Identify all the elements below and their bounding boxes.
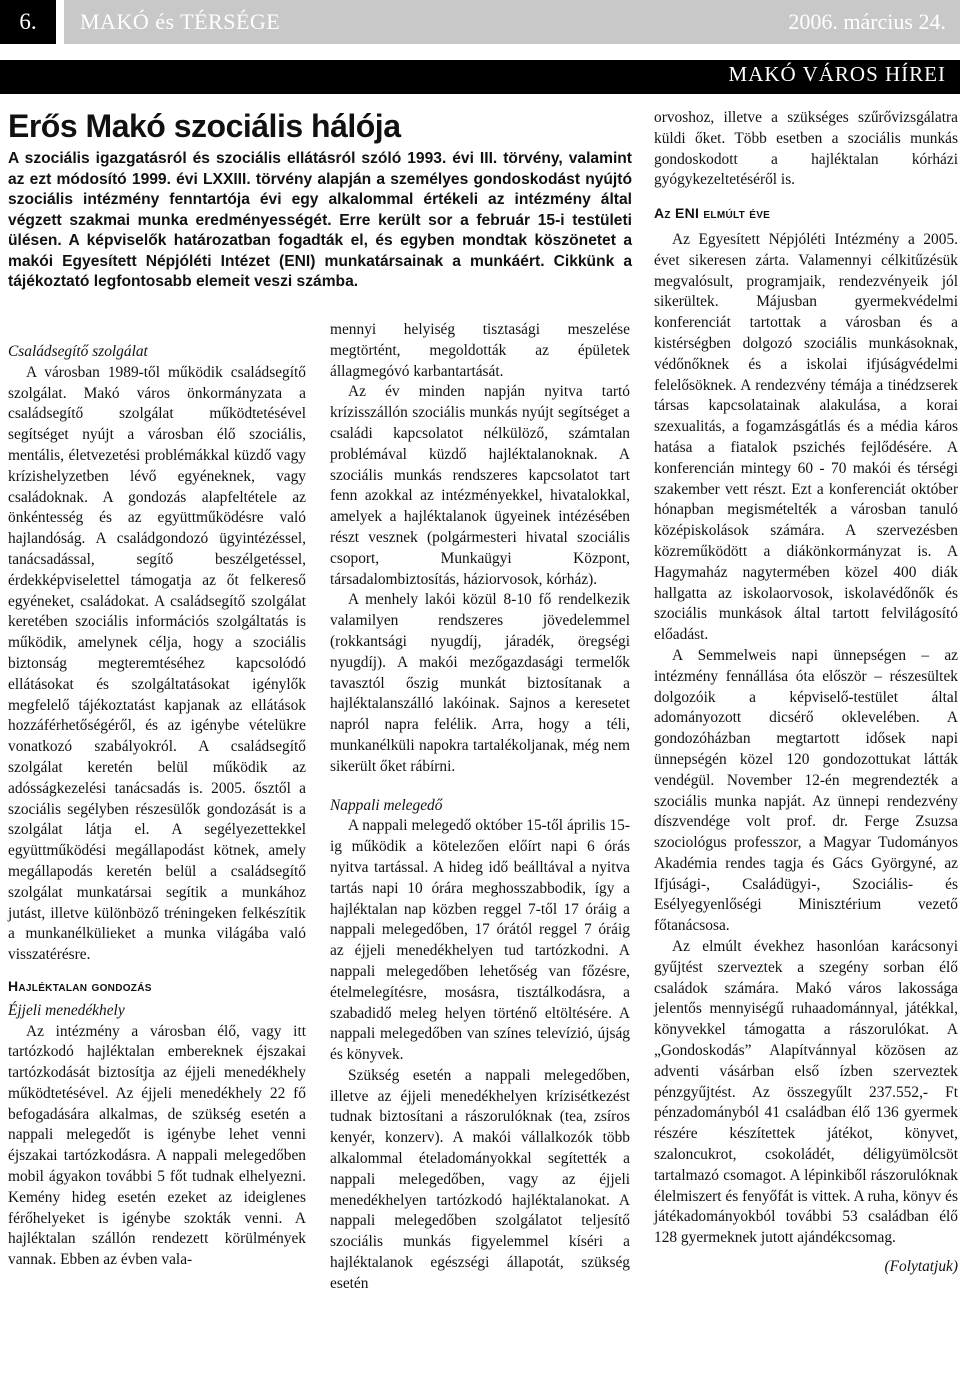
paragraph: Az intézmény a városban élő, vagy itt tartózkodó hajléktalan embereknek éjszakai tartózkodását biztosítja az éjjeli menedékhely működtetésével. Az éjjeli menedékhely 22 fő befogadására alkalmas, de szükség esetén a nappali melegedőt is igénybe lehet venni éjszakai tartózkodásra. A nappali melegedőben mobil ágyakon további 5 főt tudnak elhelyezni. Kemény hideg esetén ezeket az ideiglenes férőhelyeket is igénybe szokták venni. A hajléktalan szállón rendezett körülmények vannak. Ebben az évben vala- <box>8 1022 306 1269</box>
paragraph: mennyi helyiség tisztasági meszelése megtörtént, megoldották az épületek állagmegóvó karbantartását. <box>330 321 630 380</box>
subheading-night-shelter: Éjjeli menedékhely <box>8 1001 125 1019</box>
section-heading-eni-year: Az ENI elmúlt éve <box>654 205 771 222</box>
article-lead: A szociális igazgatásról és szociális ellátásról szóló 1993. évi III. törvény, valamint az ezt módosító 1999. évi LXXIII. törvény alapján a személyes gondoskodást nyújtó szociális intézmény fenntartója évi egy alkalommal értékeli az intézmény által végzett szakmai munka eredményességét. Erre került sor a február 15-i testületi ülésen. A képviselők határozatban fogadták el, és egyben mondtak köszönetet a makói Egyesített Népjóléti Intézet (ENI) munkatársainak a munkáért. Cikkünk a tájékoztató legfontosabb elemeit veszi számba. <box>8 150 632 290</box>
paragraph: orvoshoz, illetve a szükséges szűrővizsgálatra küldi őket. Több esetben a szociális munkás gondoskodott a hajléktalan kórházi gyógykezeltetéséről is. <box>654 109 958 189</box>
paragraph: A menhely lakói közül 8-10 fő rendelkezik valamilyen rendszeres jövedelemmel (rokkantsági nyugdíj, járadék, öregségi nyugdíj). A makói mezőgazdasági termelők tavasztól őszig munkát biztosítanak a hajléktalanszálló lakóinak. Sajnos a keresetet napról napra felélik. Arra, hogy a téli, munkanélküli napokra tartalékoljanak, még nem sikerült őket rábírni. <box>330 591 630 775</box>
paragraph: A városban 1989-től működik családsegítő szolgálat. Makó város önkormányzata a családsegítő szolgálat működtetésével segítséget nyújt a városban élő szociális, mentális, életvezetési problémákkal küzdő vagy krízishelyzetben lévő egyéneknek, vagy családoknak. A gondozás alapfeltétele az önkéntesség és az együttműködésre való hajlandóság. A családgondozó ügyintézéssel, tanácsadással, segítő beszélgetéssel, érdekképviselettel támogatja az őt felkereső egyéneket, családokat. A családsegítő szolgálat keretében szociális információs szolgáltatás is működik, amelynek célja, hogy a szociális biztonság megteremtéséhez kapcsolódó ellátásokat és szolgáltatásokat igénylők megfelelő tájékoztatást kapjanak az ellátások hozzáférhetőségéről, és az igénybe vételükre vonatkozó szabályokról. A családsegítő szolgálat keretén belül működik az adósságkezelési tanácsadás is. 2005. ősztől a szociális segélyben részesülők gondozását is a szolgálat látja el. A segélyezettekkel együttműködési megállapodást kötnek, amely megállapodás keretén belül a családsegítő szolgálat munkatársai segítik a munkához jutást, illetve különböző tréningeken felkészítik a munkanélkülieket a munka világába való visszatérésre. <box>8 363 306 964</box>
publication-name: MAKÓ és TÉRSÉGE <box>80 9 281 34</box>
subheading-day-shelter: Nappali melegedő <box>330 796 443 814</box>
column-2 <box>330 320 630 1295</box>
article-title: Erős Makó szociális hálója <box>8 108 401 144</box>
column-3 <box>654 108 958 1278</box>
page-header <box>0 0 960 44</box>
to-be-continued: (Folytatjuk) <box>884 1258 958 1276</box>
subheading-family-support: Családsegítő szolgálat <box>8 343 148 360</box>
header-bar <box>64 0 960 44</box>
paragraph: Az év minden napján nyitva tartó krízisszállón szociális munkás nyújt segítséget a családi kapcsolatot nélkülöző, számtalan problémával küzdő hajléktalanoknak. A szociális munkás rendszeres kapcsolatot tart fenn azokkal az intézményekkel, hivatalokkal, amelyek a hajléktalanok ügyeinek intézésében részt vesznek (polgármesteri hivatal szociális csoport, Munkaügyi Központ, társadalombiztosítás, háziorvosok, kórház). <box>330 383 630 588</box>
paragraph: A Semmelweis napi ünnepségen – az intézmény fennállása óta először – részesültek dolgozóik a képviselő-testület által adományozott dicsérő oklevelében. A gondozóházban megtartott idősek napi ünnepségén közel 120 gondozottukat látták vendégül. November 12-én megrendezték a szociális munka napját. Az ünnepi rendezvény díszvendége volt prof. dr. Ferge Zsuzsa szociológus professzor, a Magyar Tudományos Akadémia rendes tagja és Gács Györgyné, az Ifjúsági-, Családügyi-, Szociális- és Esélyegyenlőségi Minisztérium vezető főtanácsosa. <box>654 646 958 935</box>
section-title: MAKÓ VÁROS HÍREI <box>728 62 946 86</box>
page-number: 6. <box>0 0 56 44</box>
paragraph: A nappali melegedő október 15-től április 15-ig működik a kötelezően előírt napi 6 órás nyitva tartással. A hideg idő beálltával a nyitva tartás napi 10 órára meghosszabbodik, így a hajléktalan nap közben reggel 7-től 17 óráig a nappali melegedőben, 17 órától reggel 7 óráig az éjjeli menedékhelyen tud tartózkodni. A nappali melegedőben lehetőség van főzésre, ételmelegítésre, mosásra, tisztálkodásra, a szabadidő meleg helyen történő eltöltésére. A nappali melegedőben van színes televízió, újság és könyvek. <box>330 817 630 1064</box>
paragraph: Az Egyesített Népjóléti Intézmény a 2005. évet sikeresen zárta. Valamennyi célkitűzésük megvalósult, programjaik, rendezvényeik jól sikerültek. Májusban gyermekvédelmi konferenciát tartottak a városban és a kistérségben dolgozó szociális munkásoknak, védőnőknek és a iskolai ifjúságvédelmi felelősöknek. A rendezvény témája a tinédzserek társas kapcsolatainak alakulása, a korai szexualitás, a fogamzásgátlás és a média káros hatása a fiatalok pszichés fejlődésére. A konferencián mintegy 60 - 70 makói és térségi szakember vett részt. Ezt a konferenciát október hónapban megismételték a városban tanuló középiskolások számára. A szervezésben közreműködött a diákönkormányzat is. A Hagymaház nagytermében közel 400 diák hallgatta az iskolaorvosok, iskolavédőnők és szociális munkások által tartott felvilágosító előadást. <box>654 230 958 644</box>
paragraph: Az elmúlt évekhez hasonlóan karácsonyi gyűjtést szerveztek a szegény sorban élő családok számára. Makó város lakossága jelentős mennyiségű ruhaadománnyal, játékkal, könyvekkel támogatta a rászorulókat. A „Gondoskodás” Alapítvánnyal közösen az adventi vásárban első ízben szerveztek pénzgyűjtést. Az összegyűlt 237.552,- Ft pénzadományból 41 családban élő 136 gyermek részére készítettek játékot, könyvet, szaloncukrot, csokoládét, déligyümölcsöt tartalmazó csomagot. A lépinkiből rászorulóknak élelmiszert és fenyőfát is vittek. A ruha, könyv és játékadományokból további 53 családban élő 128 gyermeknek jutott ajándékcsomag. <box>654 938 958 1247</box>
section-heading-homeless-care: Hajléktalan gondozás <box>8 977 152 994</box>
paragraph: Szükség esetén a nappali melegedőben, illetve az éjjeli menedékhelyen krízisétkezést tudnak biztosítani a rászorulóknak (tea, zsíros kenyér, konzerv). A makói vállalkozók több alkalommal ételadományokkal segítették a nappali melegedőben, vagy az éjjeli menedékhelyen tartózkodó hajléktalanokat. A nappali melegedőben szolgálatot teljesítő szociális munkás figyelemmel kíséri a hajléktalanok egészségi állapotát, szükség esetén <box>330 1066 630 1292</box>
issue-date: 2006. március 24. <box>788 9 946 34</box>
column-1 <box>8 342 306 1271</box>
